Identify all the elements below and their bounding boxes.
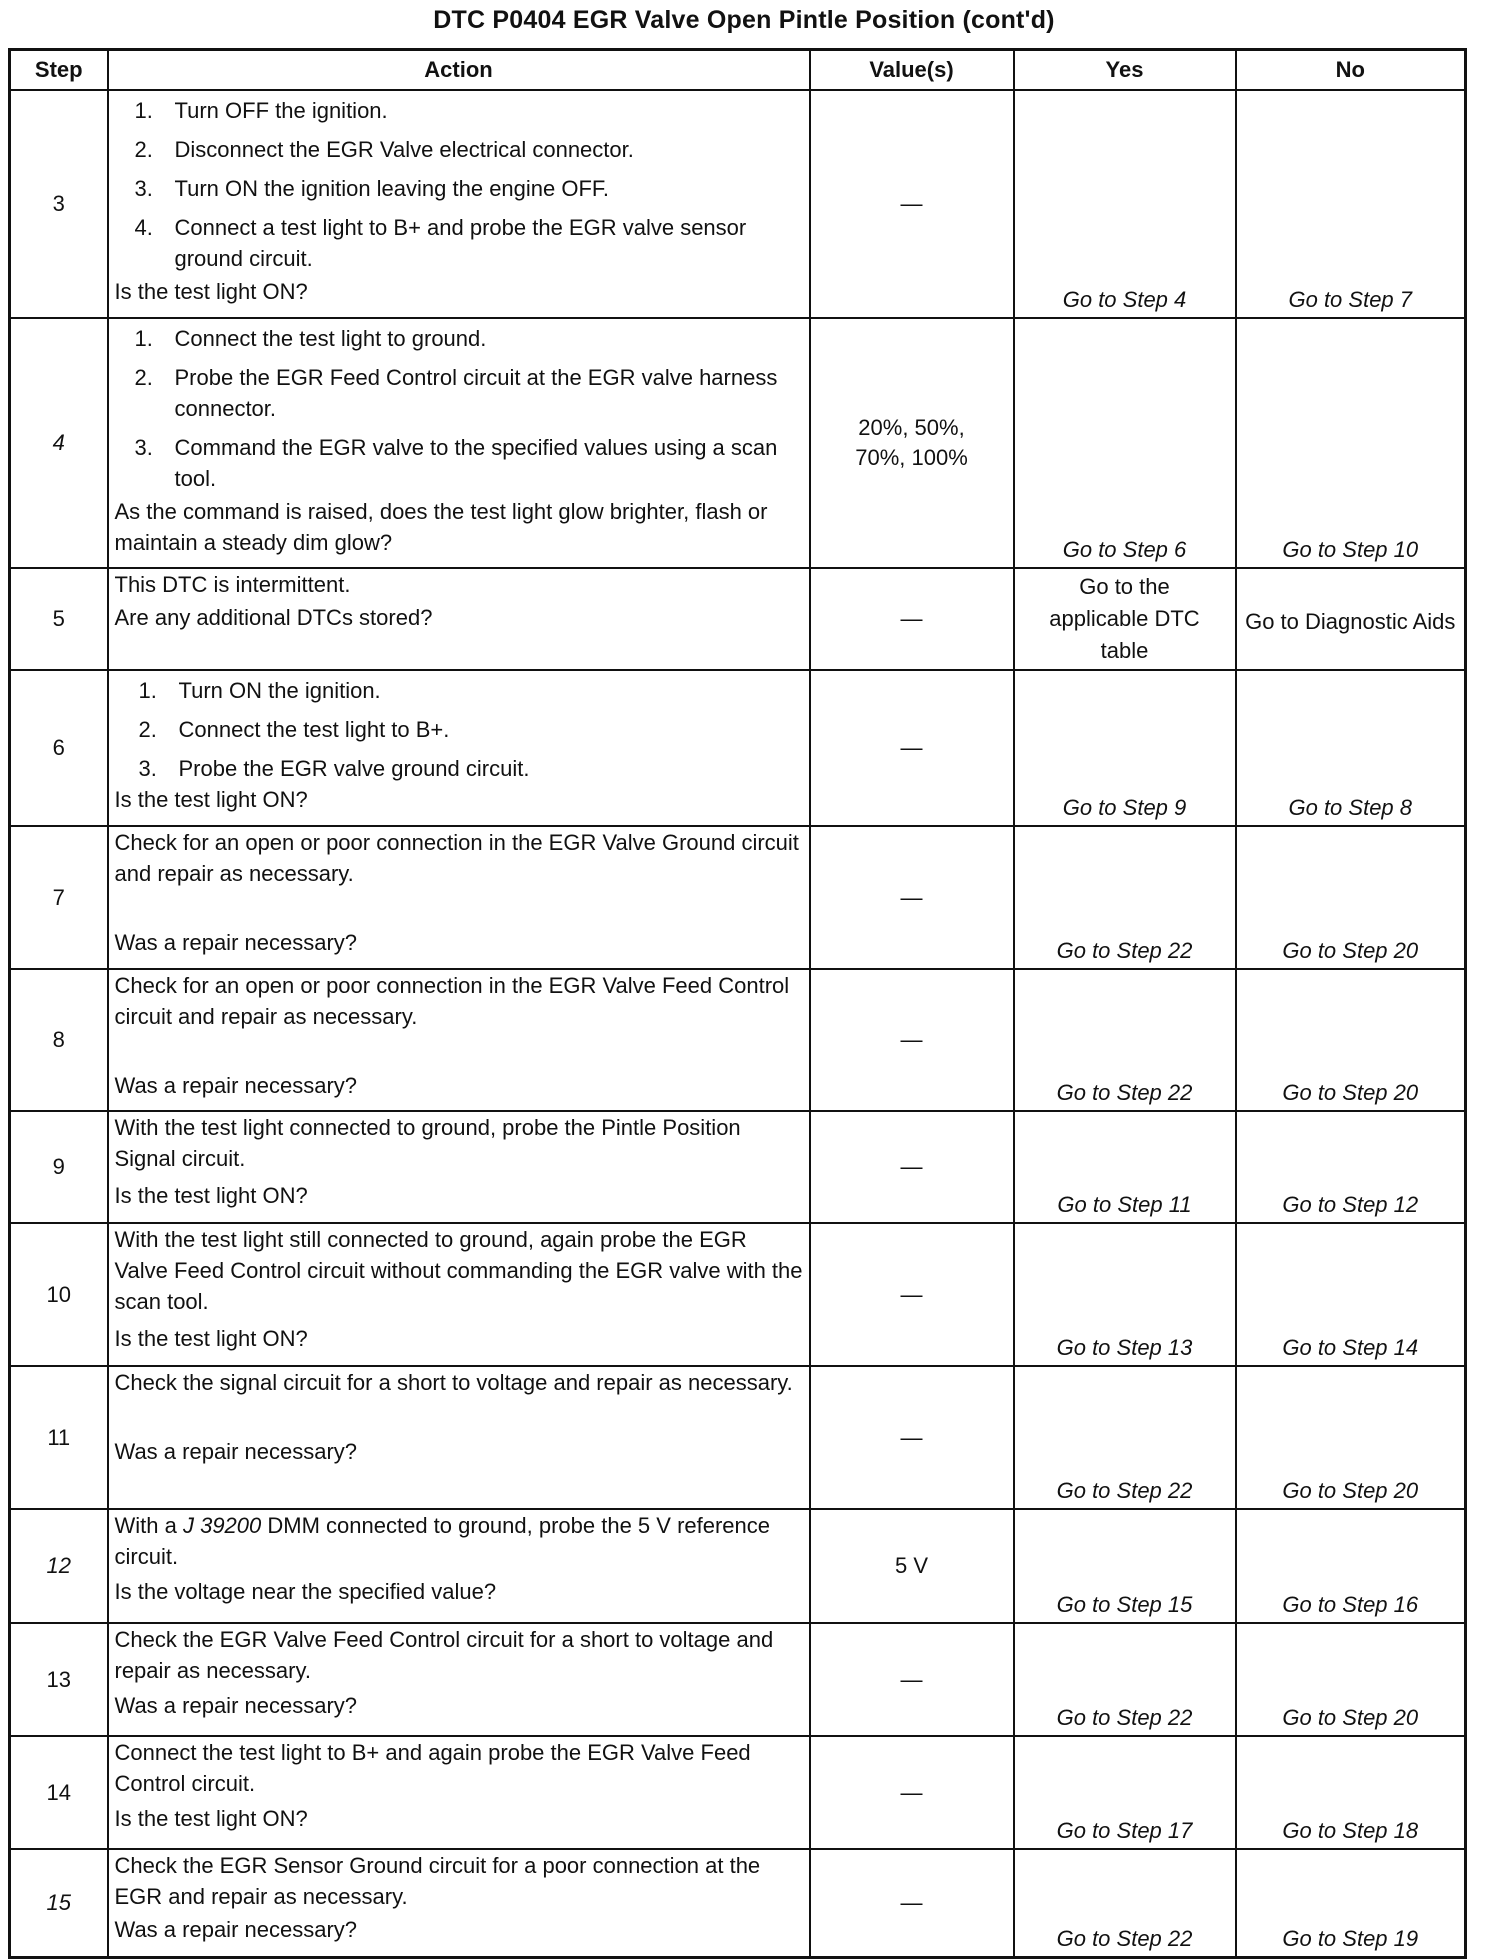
value-cell: — [810, 568, 1014, 670]
table-header-row [10, 50, 1466, 91]
table-row [10, 568, 1466, 670]
table-row [10, 826, 1466, 969]
action-text: Check the EGR Valve Feed Control circuit for a short to voltage and repair as necessary. [114, 1627, 774, 1683]
no-cell: Go to Step 8 [1236, 670, 1466, 826]
action-cell [108, 1849, 810, 1957]
action-cell [108, 318, 810, 568]
action-question: Are any additional DTCs stored? [114, 605, 433, 630]
list-item: 3. Probe the EGR valve ground circuit. [138, 756, 530, 781]
action-question: Is the test light ON? [114, 1806, 308, 1831]
table-row [10, 1623, 1466, 1736]
action-cell [108, 1366, 810, 1509]
action-cell [108, 670, 810, 826]
value-cell: 5 V [810, 1509, 1014, 1623]
yes-cell: Go to Step 15 [1014, 1509, 1236, 1623]
no-cell: Go to Step 12 [1236, 1111, 1466, 1223]
action-cell [108, 1223, 810, 1366]
no-cell: Go to Step 19 [1236, 1849, 1466, 1957]
value-cell: — [810, 90, 1014, 318]
header-no: No [1236, 50, 1466, 91]
step-number: 6 [10, 670, 108, 826]
table-row [10, 1509, 1466, 1623]
header-action: Action [108, 50, 810, 91]
table-row [10, 969, 1466, 1111]
list-item: 2. Disconnect the EGR Valve electrical connector. [134, 137, 634, 162]
step-number: 5 [10, 568, 108, 670]
list-item: 1. Connect the test light to ground. [134, 326, 487, 351]
list-item: 2. Probe the EGR Feed Control circuit at the EGR valve harness connector. [134, 365, 778, 421]
yes-cell: Go to Step 22 [1014, 1623, 1236, 1736]
yes-cell: Go to Step 22 [1014, 969, 1236, 1111]
no-cell: Go to Step 7 [1236, 90, 1466, 318]
yes-cell: Go to Step 22 [1014, 1849, 1236, 1957]
value-cell: — [810, 1366, 1014, 1509]
action-question: Is the voltage near the specified value? [114, 1579, 497, 1604]
action-text: With a J 39200 DMM connected to ground, probe the 5 V reference circuit. [114, 1513, 771, 1569]
action-question: Is the test light ON? [114, 279, 308, 304]
no-cell: Go to Diagnostic Aids [1236, 568, 1466, 670]
action-question: Was a repair necessary? [114, 1693, 358, 1718]
yes-cell: Go to Step 4 [1014, 90, 1236, 318]
action-cell [108, 826, 810, 969]
action-question: Was a repair necessary? [114, 1917, 358, 1942]
action-list [115, 323, 803, 494]
action-cell [108, 1736, 810, 1849]
yes-cell: Go to Step 13 [1014, 1223, 1236, 1366]
step-number: 12 [10, 1509, 108, 1623]
list-item: 3. Command the EGR valve to the specified values using a scan tool. [134, 435, 778, 491]
value-cell: — [810, 969, 1014, 1111]
value-cell: — [810, 1223, 1014, 1366]
value-cell: — [810, 826, 1014, 969]
yes-cell: Go to Step 17 [1014, 1736, 1236, 1849]
action-cell [108, 1509, 810, 1623]
no-cell: Go to Step 20 [1236, 1366, 1466, 1509]
action-text: Check the signal circuit for a short to voltage and repair as necessary. [114, 1370, 793, 1395]
yes-cell: Go to Step 22 [1014, 1366, 1236, 1509]
action-text: Check the EGR Sensor Ground circuit for a poor connection at the EGR and repair as necessary. [114, 1853, 761, 1909]
action-question: Is the test light ON? [114, 1183, 308, 1208]
step-number: 11 [10, 1366, 108, 1509]
action-question: Was a repair necessary? [114, 1073, 358, 1098]
action-text: Check for an open or poor connection in the EGR Valve Ground circuit and repair as necessary. [114, 830, 799, 886]
action-text: Connect the test light to B+ and again probe the EGR Valve Feed Control circuit. [114, 1740, 751, 1796]
value-cell: — [810, 1849, 1014, 1957]
action-question: Was a repair necessary? [114, 930, 358, 955]
action-text: With the test light connected to ground, probe the Pintle Position Signal circuit. [114, 1115, 741, 1171]
action-list [115, 95, 803, 274]
action-cell [108, 969, 810, 1111]
tool-number: J 39200 [182, 1513, 262, 1538]
no-cell: Go to Step 20 [1236, 1623, 1466, 1736]
header-step: Step [10, 50, 108, 91]
action-question: Is the test light ON? [114, 1326, 308, 1351]
step-number: 7 [10, 826, 108, 969]
table-row [10, 318, 1466, 568]
table-row [10, 1849, 1466, 1957]
step-number: 8 [10, 969, 108, 1111]
page-title: DTC P0404 EGR Valve Open Pintle Position (cont'd) [433, 6, 1055, 34]
table-row [10, 1111, 1466, 1223]
action-cell [108, 90, 810, 318]
table-row [10, 1366, 1466, 1509]
header-values: Value(s) [810, 50, 1014, 91]
step-number: 14 [10, 1736, 108, 1849]
step-number: 10 [10, 1223, 108, 1366]
no-cell: Go to Step 16 [1236, 1509, 1466, 1623]
no-cell: Go to Step 14 [1236, 1223, 1466, 1366]
step-number: 15 [10, 1849, 108, 1957]
action-cell [108, 1111, 810, 1223]
action-question: Was a repair necessary? [114, 1439, 358, 1464]
action-text: With the test light still connected to ground, again probe the EGR Valve Feed Control circuit without commanding the EGR valve with the scan tool. [114, 1227, 803, 1314]
action-list [115, 675, 803, 784]
action-text: Check for an open or poor connection in the EGR Valve Feed Control circuit and repair as necessary. [114, 973, 790, 1029]
yes-cell: Go to Step 6 [1014, 318, 1236, 568]
action-text: This DTC is intermittent. [114, 572, 351, 597]
value-cell: — [810, 670, 1014, 826]
no-cell: Go to Step 18 [1236, 1736, 1466, 1849]
action-question: As the command is raised, does the test light glow brighter, flash or maintain a steady dim glow? [114, 499, 768, 555]
list-item: 4. Connect a test light to B+ and probe the EGR valve sensor ground circuit. [134, 215, 747, 271]
list-item: 2. Connect the test light to B+. [138, 717, 450, 742]
action-cell [108, 1623, 810, 1736]
header-yes: Yes [1014, 50, 1236, 91]
action-cell [108, 568, 810, 670]
list-item: 3. Turn ON the ignition leaving the engine OFF. [134, 176, 610, 201]
no-cell: Go to Step 10 [1236, 318, 1466, 568]
no-cell: Go to Step 20 [1236, 826, 1466, 969]
step-number: 3 [10, 90, 108, 318]
value-cell: — [810, 1623, 1014, 1736]
value-cell: — [810, 1111, 1014, 1223]
step-number: 9 [10, 1111, 108, 1223]
table-row [10, 1223, 1466, 1366]
yes-cell: Go to the applicable DTC table [1014, 568, 1236, 670]
list-item: 1. Turn ON the ignition. [138, 678, 381, 703]
yes-cell: Go to Step 22 [1014, 826, 1236, 969]
table-row [10, 1736, 1466, 1849]
table-row [10, 670, 1466, 826]
value-cell: — [810, 1736, 1014, 1849]
list-item: 1. Turn OFF the ignition. [134, 98, 388, 123]
step-number: 4 [10, 318, 108, 568]
value-cell: 20%, 50%, 70%, 100% [810, 318, 1014, 568]
diagnostic-table [8, 48, 1467, 1959]
action-question: Is the test light ON? [114, 787, 308, 812]
no-cell: Go to Step 20 [1236, 969, 1466, 1111]
yes-cell: Go to Step 11 [1014, 1111, 1236, 1223]
step-number: 13 [10, 1623, 108, 1736]
table-row [10, 90, 1466, 318]
yes-cell: Go to Step 9 [1014, 670, 1236, 826]
